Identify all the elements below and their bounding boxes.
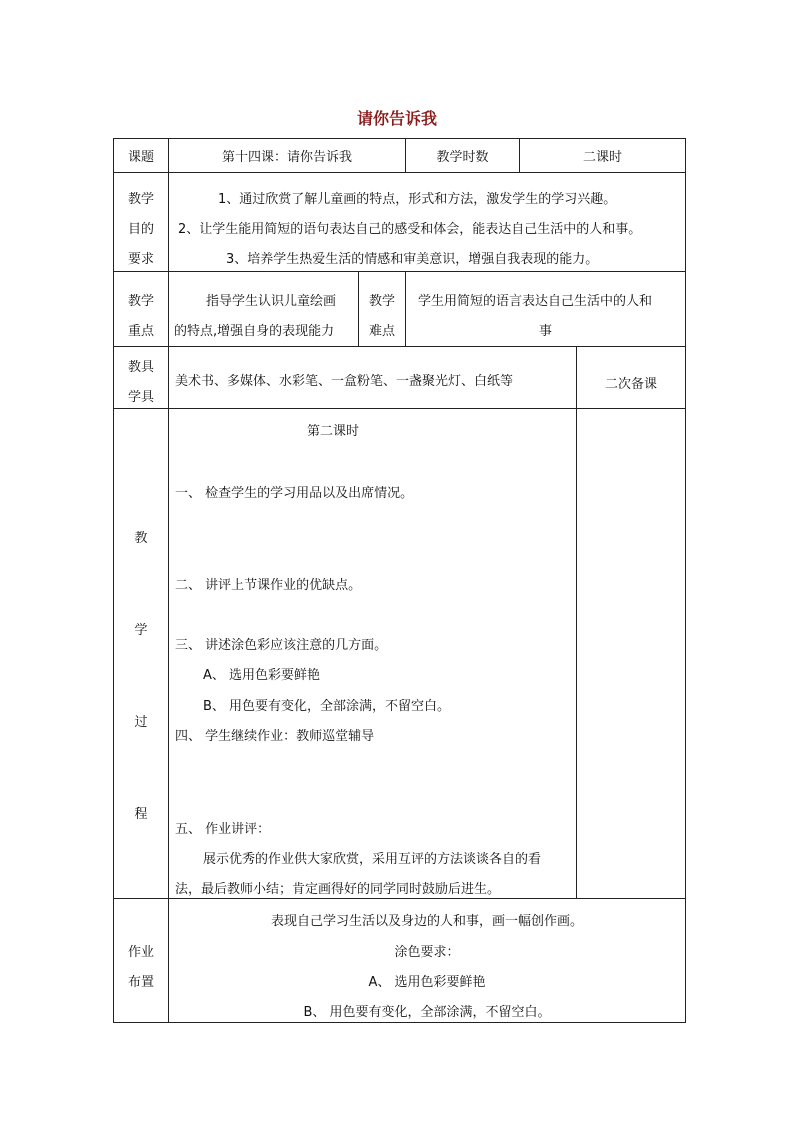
homework-line: B、 用色要有变化，全部涂满，不留空白。 — [303, 1005, 551, 1020]
tools-label-line: 学具 — [127, 390, 154, 405]
process-step: 三、 讲述涂色彩应该注意的几方面。 — [175, 638, 388, 653]
col-divider — [576, 346, 577, 898]
goal-item: 2、让学生能用简短的语句表达自己的感受和体会，能表达自己生活中的人和事。 — [178, 222, 642, 237]
key-point-text: 的特点,增强自身的表现能力 — [174, 324, 335, 339]
key-label-line: 重点 — [127, 324, 154, 339]
difficulty-text: 学生用简短的语言表达自己生活中的人和 — [418, 294, 653, 309]
homework-line: 涂色要求： — [394, 945, 460, 960]
process-substep: B、 用色要有变化，全部涂满，不留空白。 — [203, 699, 451, 714]
difficulty-text: 事 — [538, 324, 552, 339]
table-border-left — [113, 138, 114, 1023]
hours-label: 教学时数 — [436, 150, 489, 165]
topic-label: 课题 — [127, 150, 154, 165]
page-title: 请你告诉我 — [356, 109, 437, 128]
difficulty-label-line: 教学 — [368, 294, 395, 309]
process-label-char: 程 — [134, 807, 148, 822]
second-prep-label: 二次备课 — [604, 377, 657, 392]
process-label-char: 教 — [134, 531, 148, 546]
goals-label-line: 要求 — [127, 252, 154, 267]
row-divider — [113, 271, 686, 272]
homework-line: A、 选用色彩要鲜艳 — [368, 975, 486, 990]
process-paragraph-line: 展示优秀的作业供大家欣赏，采用互评的方法谈谈各自的看 — [203, 852, 542, 867]
key-label-line: 教学 — [127, 294, 154, 309]
homework-label-line: 布置 — [127, 975, 154, 990]
goals-label-line: 目的 — [127, 222, 154, 237]
process-paragraph-line: 法，最后教师小结；肯定画得好的同学同时鼓励后进生。 — [175, 882, 501, 897]
label-column-divider — [168, 138, 169, 1023]
goal-item: 1、通过欣赏了解儿童画的特点，形式和方法，激发学生的学习兴趣。 — [218, 192, 617, 207]
goal-item: 3、培养学生热爱生活的情感和审美意识，增强自我表现的能力。 — [226, 252, 599, 267]
goals-label-line: 教学 — [127, 192, 154, 207]
row-divider — [113, 172, 686, 173]
process-step: 二、 讲评上节课作业的优缺点。 — [175, 578, 362, 593]
row-divider — [113, 408, 686, 409]
process-label-char: 学 — [134, 623, 148, 638]
homework-line: 表现自己学习生活以及身边的人和事，画一幅创作画。 — [270, 914, 583, 929]
homework-label-line: 作业 — [127, 945, 154, 960]
process-substep: A、 选用色彩要鲜艳 — [203, 668, 321, 683]
process-step: 五、 作业讲评： — [175, 822, 271, 837]
table-border-bottom — [113, 1022, 686, 1023]
tools-value: 美术书、多媒体、水彩笔、一盒粉笔、一盏聚光灯、白纸等 — [175, 374, 514, 389]
difficulty-label-line: 难点 — [368, 324, 395, 339]
row-divider — [113, 346, 686, 347]
table-border-right — [685, 138, 686, 1023]
key-point-text: 指导学生认识儿童绘画 — [206, 294, 337, 309]
session-heading: 第二课时 — [307, 424, 360, 439]
process-step: 一、 检查学生的学习用品以及出席情况。 — [175, 486, 414, 501]
row-divider — [113, 898, 686, 899]
tools-label-line: 教具 — [127, 360, 154, 375]
process-label-char: 过 — [134, 715, 148, 730]
hours-value: 二课时 — [582, 150, 622, 165]
topic-value: 第十四课：请你告诉我 — [221, 150, 352, 165]
process-step: 四、 学生继续作业：教师巡堂辅导 — [175, 729, 375, 744]
